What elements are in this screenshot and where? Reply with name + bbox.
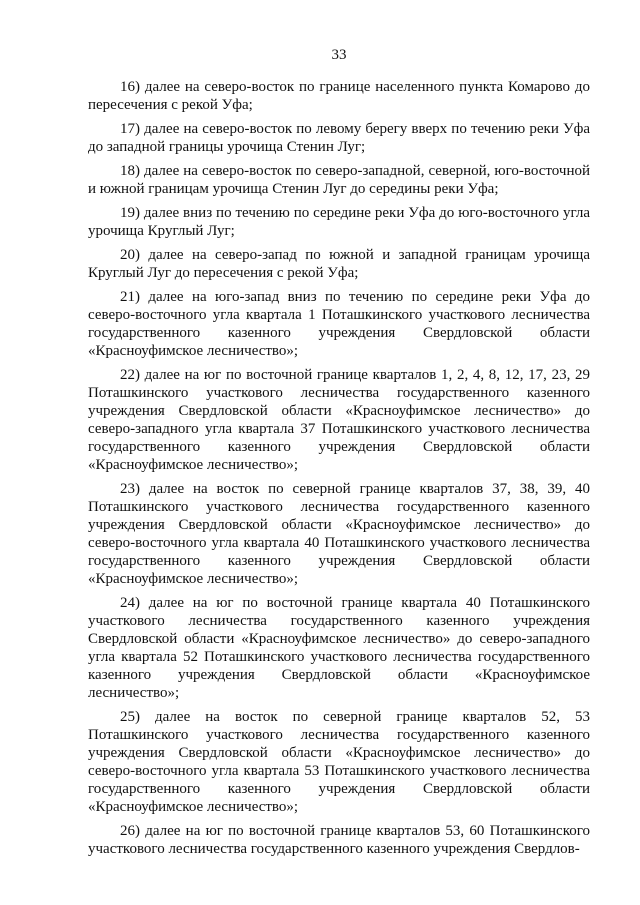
paragraph-20: 20) далее на северо-запад по южной и западной границам урочища Круглый Луг до пересечения с рекой Уфа; (88, 247, 590, 281)
paragraph-18: 18) далее на северо-восток по северо-западной, северной, юго-восточной и южной границам урочища Стенин Луг до середины реки Уфа; (88, 163, 590, 197)
paragraph-22: 22) далее на юг по восточной границе кварталов 1, 2, 4, 8, 12, 17, 23, 29 Поташкинского участкового лесничества государственного казенного учреждения Свердловской области «Красноуфимское лесничество» до северо-западного угла квартала 37 Поташкинского участкового лесничества государственного казенного учреждения Свердловской области «Красноуфимское лесничество»; (88, 367, 590, 473)
paragraph-17: 17) далее на северо-восток по левому берегу вверх по течению реки Уфа до западной границы урочища Стенин Луг; (88, 121, 590, 155)
paragraph-23: 23) далее на восток по северной границе кварталов 37, 38, 39, 40 Поташкинского участкового лесничества государственного казенного учреждения Свердловской области «Красноуфимское лесничество» до северо-восточного угла квартала 40 Поташкинского участкового лесничества государственного казенного учреждения Свердловской области «Красноуфимское лесничество»; (88, 481, 590, 587)
paragraph-16: 16) далее на северо-восток по границе населенного пункта Комарово до пересечения с рекой Уфа; (88, 79, 590, 113)
document-body (88, 78, 590, 858)
paragraph-25: 25) далее на восток по северной границе кварталов 52, 53 Поташкинского участкового лесничества государственного казенного учреждения Свердловской области «Красноуфимское лесничество» до северо-восточного угла квартала 53 Поташкинского участкового лесничества государственного казенного учреждения Свердловской области «Красноуфимское лесничество»; (88, 709, 590, 815)
paragraph-24: 24) далее на юг по восточной границе квартала 40 Поташкинского участкового лесничества государственного казенного учреждения Свердловской области «Красноуфимское лесничество» до северо-западного угла квартала 52 Поташкинского участкового лесничества государственного казенного учреждения Свердловской области «Красноуфимское лесничество»; (88, 595, 590, 701)
paragraph-19: 19) далее вниз по течению по середине реки Уфа до юго-восточного угла урочища Круглый Луг; (88, 205, 590, 239)
page-number: 33 (331, 47, 347, 63)
paragraph-21: 21) далее на юго-запад вниз по течению по середине реки Уфа до северо-восточного угла квартала 1 Поташкинского участкового лесничества государственного казенного учреждения Свердловской области «Красноуфимское лесничество»; (88, 289, 590, 359)
paragraph-26: 26) далее на юг по восточной границе кварталов 53, 60 Поташкинского участкового лесничества государственного казенного учреждения Свердлов- (88, 823, 590, 857)
